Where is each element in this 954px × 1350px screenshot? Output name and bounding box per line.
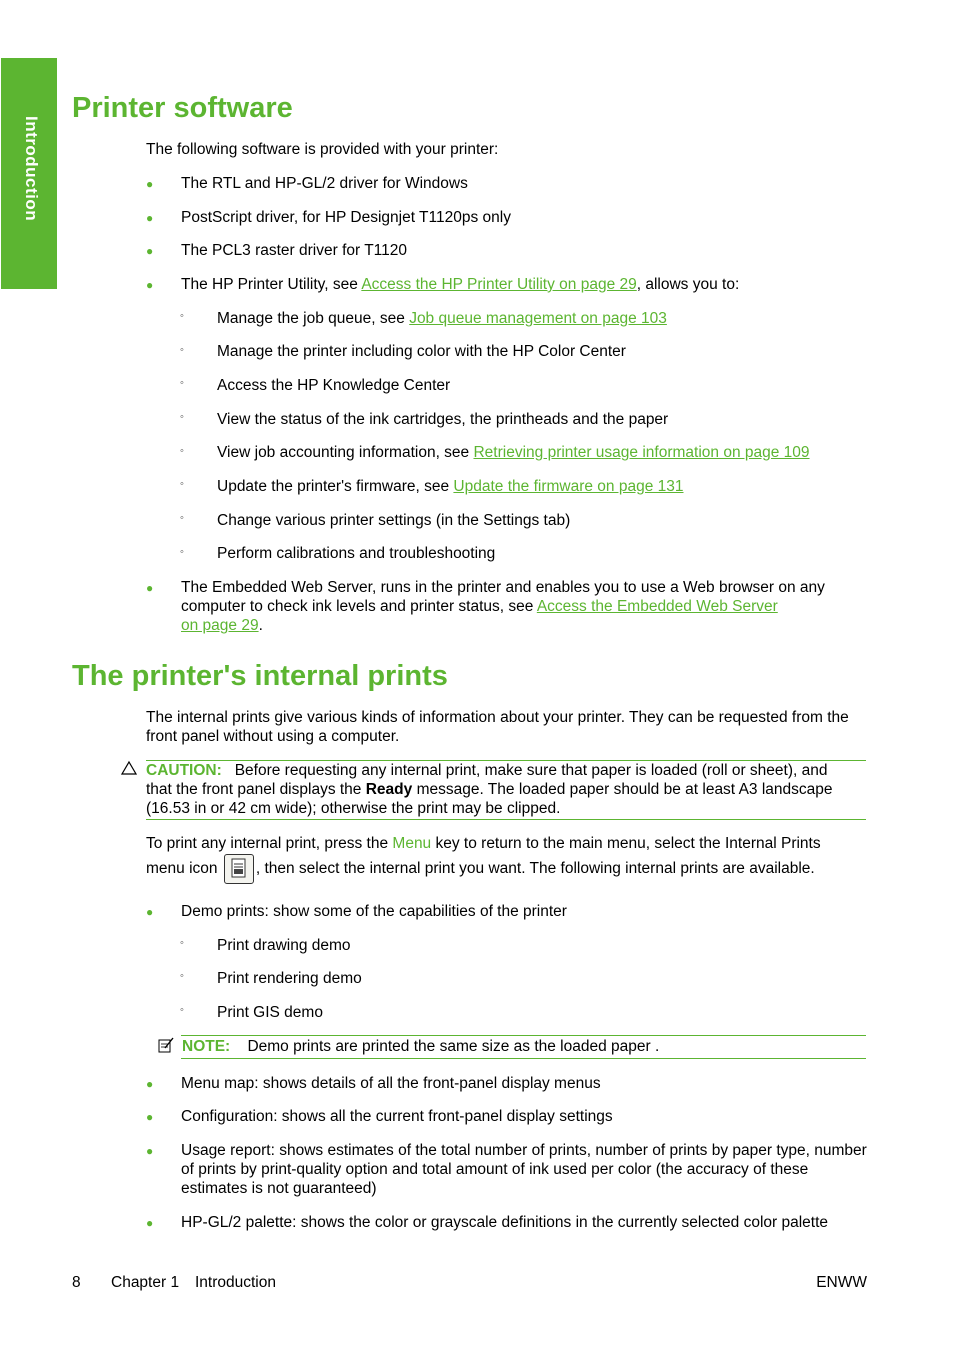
bullet-icon (146, 177, 155, 186)
bullet-icon (146, 244, 155, 253)
menu-key-label: Menu (392, 835, 432, 852)
sub-bullet-icon (180, 478, 184, 490)
list-item-ews-line2 (181, 597, 871, 616)
list-item-ews-line3 (181, 616, 871, 635)
sub-list-item: Print GIS demo (217, 1004, 323, 1021)
sub-bullet-icon (180, 512, 184, 524)
utility-text-post: , allows you to: (636, 276, 740, 293)
intro-text: The following software is provided with your printer: (146, 141, 499, 158)
sub-list-item: Print rendering demo (217, 970, 362, 987)
sub-item-text: View job accounting information, see (217, 444, 474, 461)
sub-list-item (217, 477, 867, 496)
howto-text-post: key to return to the main menu, select the Internal Prints (431, 835, 821, 852)
list-item-palette: HP-GL/2 palette: shows the color or grayscale definitions in the currently selected color palette (181, 1214, 829, 1231)
note-label: NOTE: (182, 1038, 231, 1055)
list-item: The PCL3 raster driver for T1120 (181, 242, 407, 259)
footer-chapter: Chapter 1 (111, 1274, 180, 1291)
caution-line2-post: message. The loaded paper should be at least A3 landscape (412, 781, 833, 798)
sub-item-text: Manage the job queue, see (217, 310, 410, 327)
sub-list-item: Perform calibrations and troubleshooting (217, 545, 496, 562)
note-body: Demo prints are printed the same size as the loaded paper . (247, 1038, 660, 1055)
ews-text: computer to check ink levels and printer status, see (181, 598, 537, 615)
sub-list-item (217, 309, 867, 328)
bullet-icon (146, 581, 155, 590)
list-item-demo: Demo prints: show some of the capabilities of the printer (181, 903, 567, 920)
sub-bullet-icon (180, 310, 184, 322)
howto-text: To print any internal print, press the (146, 835, 393, 852)
bullet-icon (146, 905, 155, 914)
list-item-usage-line2: of prints by print-quality option and total amount of ink used per color (the accuracy of these (181, 1161, 809, 1178)
internal-intro-line1: The internal prints give various kinds of information about your printer. They can be requested from the (146, 709, 849, 726)
bullet-icon (146, 1110, 155, 1119)
side-tab-label: Introduction (22, 116, 41, 222)
caution-line2: that the front panel displays the (146, 781, 366, 798)
ready-keyword: Ready (365, 781, 413, 798)
caution-label: CAUTION: (146, 762, 222, 779)
caution-line1: Before requesting any internal print, make sure that paper is loaded (roll or sheet), and (234, 762, 828, 779)
list-item: Configuration: shows all the current front-panel display settings (181, 1108, 613, 1125)
bullet-icon (146, 278, 155, 287)
ews-period: . (258, 617, 263, 634)
footer-page-number: 8 (72, 1274, 81, 1291)
internal-prints-menu-icon (224, 854, 254, 884)
bullet-icon (146, 1216, 155, 1225)
sub-bullet-icon (180, 377, 184, 389)
utility-text: The HP Printer Utility, see (181, 276, 362, 293)
internal-intro-line2: front panel without using a computer. (146, 728, 400, 745)
bullet-icon (146, 1077, 155, 1086)
sub-bullet-icon (180, 344, 184, 356)
note-text (182, 1037, 659, 1056)
howto-line2-text: menu icon (146, 860, 222, 877)
sub-list-item: View the status of the ink cartridges, the printheads and the paper (217, 411, 669, 428)
sub-bullet-icon (180, 937, 184, 949)
list-item-usage-line1: Usage report: shows estimates of the total number of prints, number of prints by paper type, number (181, 1142, 867, 1159)
howto-line1 (146, 834, 870, 853)
section-title-internal-prints: The printer's internal prints (72, 660, 448, 692)
link-job-queue[interactable]: Job queue management on page 103 (409, 310, 667, 327)
list-item-printer-utility (181, 275, 871, 294)
sub-list-item: Change various printer settings (in the Settings tab) (217, 512, 571, 529)
note-pencil-icon (157, 1036, 175, 1054)
sub-list-item (217, 443, 867, 462)
footer-chapter-title: Introduction (195, 1274, 276, 1291)
sub-item-text: Update the printer's firmware, see (217, 478, 454, 495)
list-item: Menu map: shows details of all the front-panel display menus (181, 1075, 601, 1092)
list-item-usage-line3: estimates is not guaranteed) (181, 1180, 377, 1197)
sub-bullet-icon (180, 1004, 184, 1016)
link-usage-info[interactable]: Retrieving printer usage information on page 109 (473, 444, 810, 461)
bullet-icon (146, 1144, 155, 1153)
link-ews-page[interactable]: on page 29 (181, 617, 259, 634)
sub-list-item: Access the HP Knowledge Center (217, 377, 451, 394)
caution-line3: (16.53 in or 42 cm wide); otherwise the print may be clipped. (146, 800, 561, 817)
sub-bullet-icon (180, 546, 184, 558)
bullet-icon (146, 211, 155, 220)
link-printer-utility[interactable]: Access the HP Printer Utility on page 29 (361, 276, 637, 293)
footer-code: ENWW (816, 1274, 867, 1291)
list-item: The RTL and HP-GL/2 driver for Windows (181, 175, 468, 192)
sub-bullet-icon (180, 970, 184, 982)
list-item: PostScript driver, for HP Designjet T1120ps only (181, 209, 511, 226)
caution-triangle-icon (121, 760, 137, 776)
sub-list-item: Print drawing demo (217, 937, 351, 954)
link-update-firmware[interactable]: Update the firmware on page 131 (453, 478, 684, 495)
sub-list-item: Manage the printer including color with the HP Color Center (217, 343, 626, 360)
howto-line2 (146, 853, 870, 885)
caution-text (146, 761, 866, 818)
sub-bullet-icon (180, 411, 184, 423)
list-item-ews-line1: The Embedded Web Server, runs in the printer and enables you to use a Web browser on any (181, 579, 825, 596)
sub-bullet-icon (180, 445, 184, 457)
section-title-printer-software: Printer software (72, 92, 293, 124)
howto-line2-post: , then select the internal print you want. The following internal prints are available. (255, 860, 815, 877)
link-ews[interactable]: Access the Embedded Web Server (536, 598, 778, 615)
